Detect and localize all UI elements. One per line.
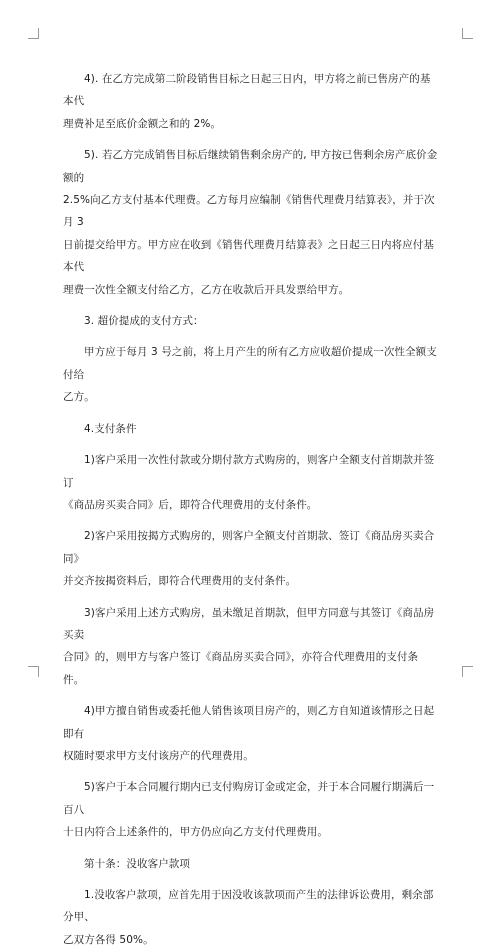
condition-1: 1)客户采用一次性付款或分期付款方式购房的，则客户全额支付首期款并签订 《商品房买卖合同》后，即符合代理费用的支付条件。 <box>63 454 435 511</box>
corner-mark-bottom-right <box>462 666 473 677</box>
article-10-clause-1: 1.没收客户款项，应首先用于因没收该款项而产生的法律诉讼费用，剩余部分甲、 乙双方各得 50%。 <box>63 889 434 946</box>
condition-5: 5)客户于本合同履行期内已支付购房订金或定金，并于本合同履行期满后一百八 十日内符合上述条件的，甲方仍应向乙方支付代理费用。 <box>63 781 435 839</box>
paragraph-5-remaining-sales: 5). 若乙方完成销售目标后继续销售剩余房产的, 甲方按已售剩余房产底价金额的 2.5%向乙方支付基本代理费。乙方每月应编制《销售代理费月结算表》，并于次月 3 日前提交给甲方。甲方应在收到《销售代理费月结算表》之日起三日内将应付基本代 理费一次性全额支付给乙方，乙方在收款后开具发票给甲方。 <box>63 149 438 296</box>
corner-mark-top-right <box>462 28 473 39</box>
heading-payment-conditions: 4.支付条件 <box>84 422 137 435</box>
article-10-heading: 第十条：没收客户款项 <box>84 857 190 870</box>
heading-premium-payment: 3. 超价提成的支付方式： <box>84 315 204 328</box>
document-body <box>63 68 439 951</box>
paragraph-premium-payment: 甲方应于每月 3 号之前，将上月产生的所有乙方应收超价提成一次性全额支付给 乙方。 <box>63 346 437 404</box>
corner-mark-top-left <box>28 28 39 39</box>
corner-mark-bottom-left <box>28 666 39 677</box>
paragraph-4-makeup-fee: 4). 在乙方完成第二阶段销售目标之日起三日内，甲方将之前已售房产的基本代 理费补足至底价金额之和的 2%。 <box>63 73 431 130</box>
condition-2: 2)客户采用按揭方式购房的，则客户全额支付首期款、签订《商品房买卖合同》 并交齐按揭资料后，即符合代理费用的支付条件。 <box>63 530 435 588</box>
condition-3: 3)客户采用上述方式购房，虽未缴足首期款，但甲方同意与其签订《商品房买卖 合同》的，则甲方与客户签订《商品房买卖合同》，亦符合代理费用的支付条件。 <box>63 606 435 686</box>
condition-4: 4)甲方擅自销售或委托他人销售该项目房产的，则乙方自知道该情形之日起即有 权随时要求甲方支付该房产的代理费用。 <box>63 705 435 762</box>
